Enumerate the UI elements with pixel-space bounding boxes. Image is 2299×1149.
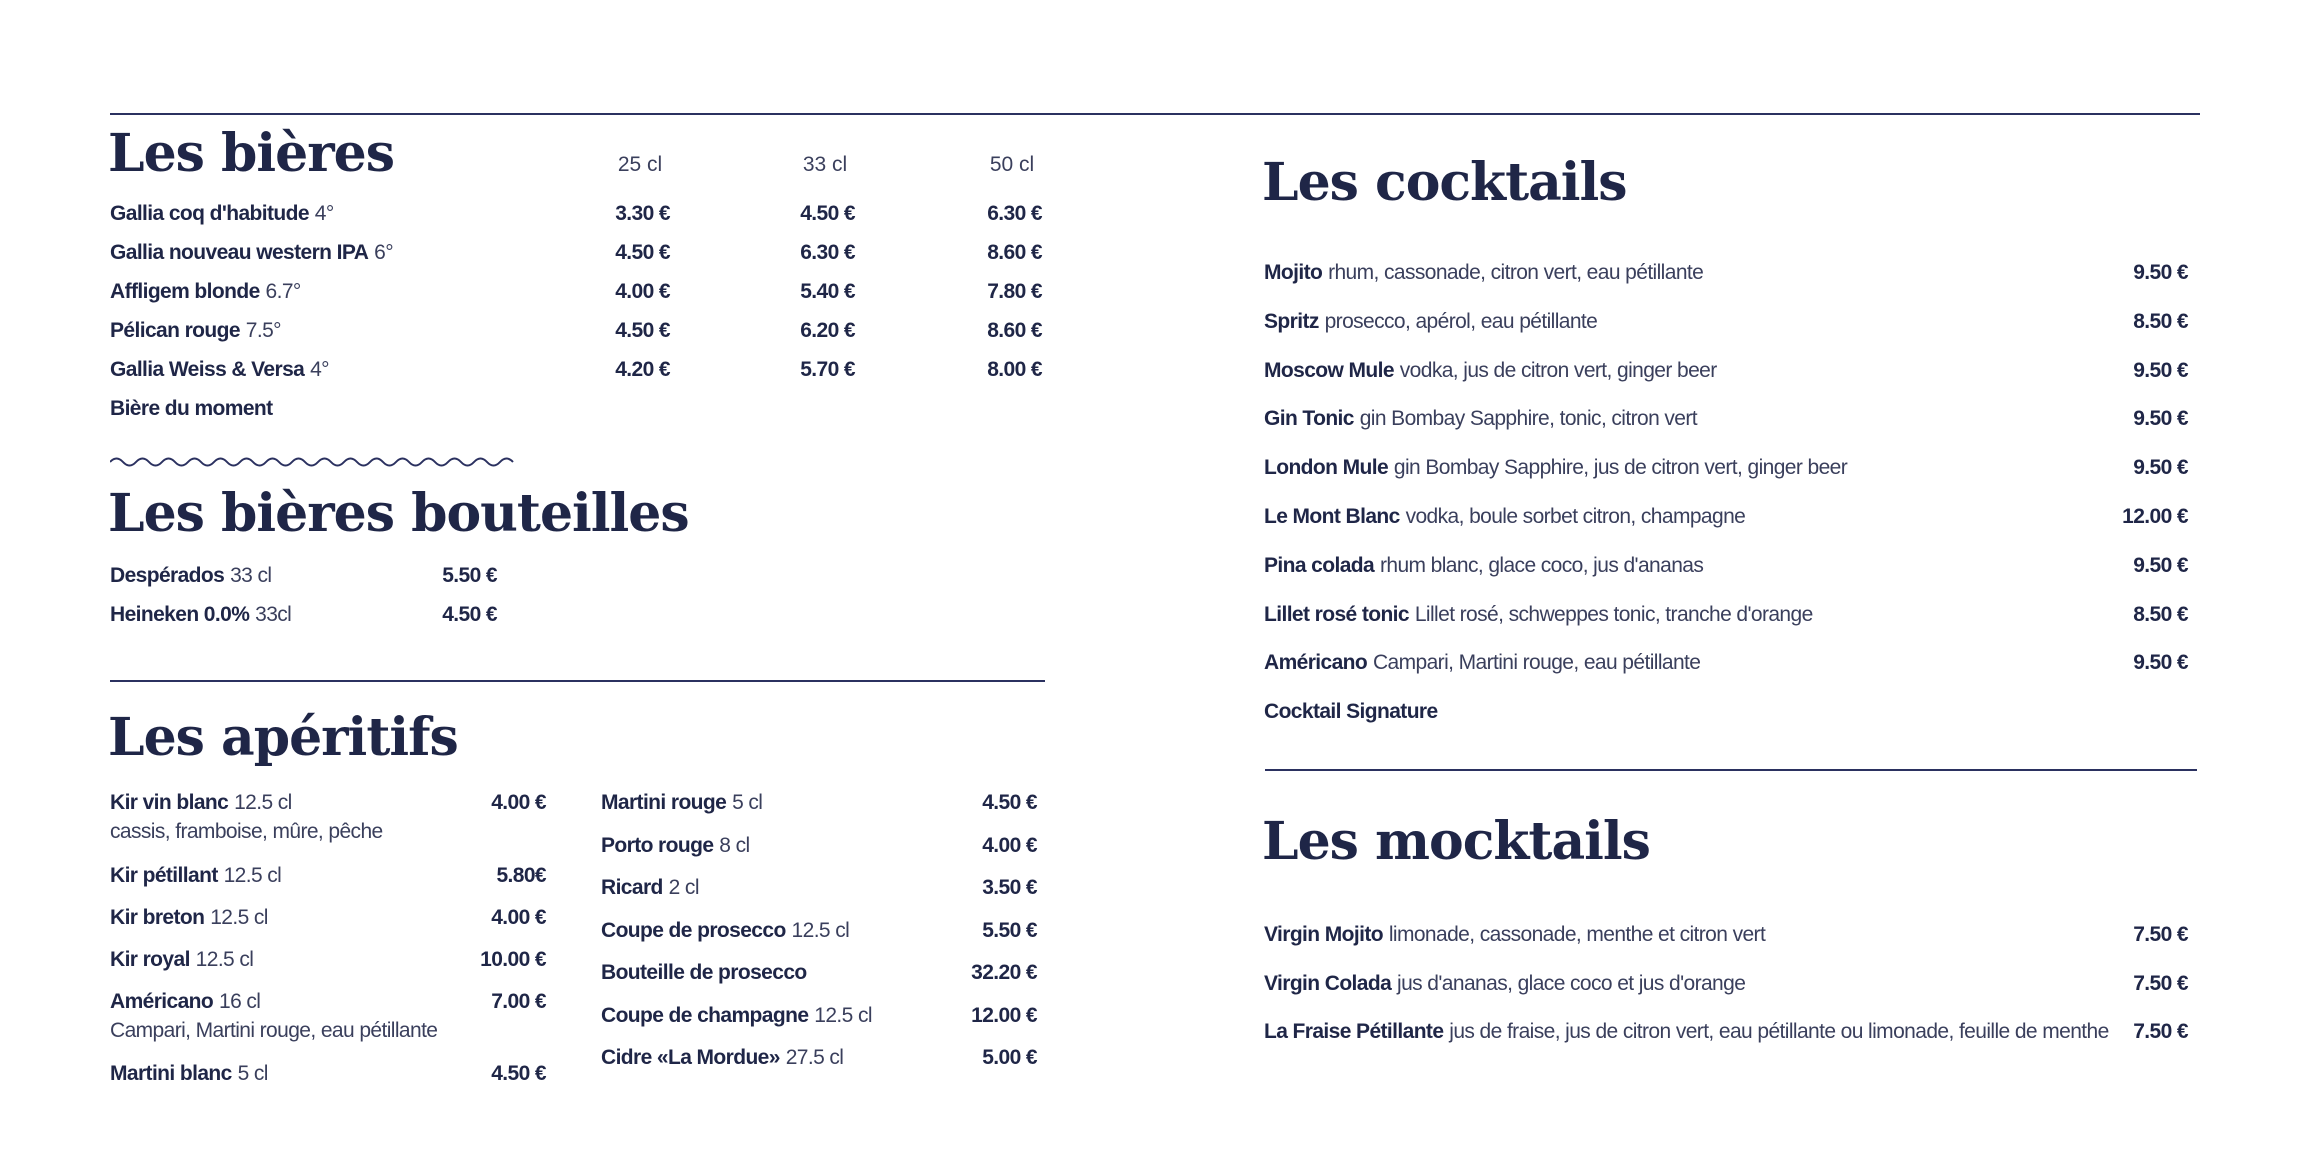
- item-row: [110, 604, 291, 625]
- item-detail: vodka, boule sorbet citron, champagne: [1405, 505, 1746, 528]
- item-detail: jus d'ananas, glace coco et jus d'orange: [1397, 971, 1746, 995]
- item-row: [1264, 311, 1597, 332]
- item-detail: 7.5°: [245, 319, 281, 342]
- item-detail: 12.5 cl: [210, 906, 268, 929]
- item-row: [601, 1005, 872, 1026]
- item-detail: 4°: [314, 202, 334, 225]
- item-price: 8.60 €: [987, 241, 1042, 264]
- aperitifs-rule: [110, 680, 1045, 682]
- item-detail: 33 cl: [230, 564, 272, 587]
- item-row: [601, 877, 699, 898]
- item-price: 3.50 €: [982, 876, 1037, 899]
- item-price: 8.50 €: [2133, 309, 2188, 333]
- item-price: 4.20 €: [615, 358, 670, 381]
- item-price: 9.50 €: [2133, 407, 2188, 431]
- item-row: [1264, 652, 1700, 673]
- bottles-title: Les bières bouteilles: [108, 483, 689, 544]
- item-price: 5.00 €: [982, 1046, 1037, 1069]
- item-name: Pélican rouge: [110, 319, 240, 342]
- item-name: Bouteille de prosecco: [601, 961, 807, 984]
- item-detail: 12.5 cl: [791, 918, 850, 942]
- item-detail: 12.5 cl: [223, 864, 282, 887]
- item-detail: prosecco, apérol, eau pétillante: [1324, 309, 1598, 333]
- item-row: [1264, 408, 1697, 429]
- item-name: Ricard: [601, 876, 663, 899]
- item-detail: rhum, cassonade, citron vert, eau pétillante: [1328, 261, 1704, 284]
- item-price: 5.40 €: [800, 280, 855, 303]
- item-price: 6.30 €: [800, 241, 855, 264]
- item-name: Bière du moment: [110, 397, 273, 420]
- item-name: Gin Tonic: [1264, 407, 1354, 431]
- item-detail: 2 cl: [668, 876, 699, 899]
- top-rule-right: [1155, 113, 2200, 115]
- item-row: [601, 792, 762, 813]
- item-name: La Fraise Pétillante: [1264, 1020, 1444, 1043]
- item-price: 10.00 €: [480, 948, 546, 971]
- cocktails-title: Les cocktails: [1262, 152, 1627, 213]
- item-name: Cocktail Signature: [1264, 700, 1438, 724]
- item-detail: gin Bombay Sapphire, jus de citron vert, ginger beer: [1393, 456, 1848, 480]
- item-row: [601, 1047, 843, 1068]
- item-name: Heineken 0.0%: [110, 603, 250, 626]
- item-price: 4.50 €: [800, 202, 855, 225]
- item-detail: gin Bombay Sapphire, tonic, citron vert: [1359, 407, 1698, 431]
- item-row: [1264, 924, 1765, 945]
- item-price: 9.50 €: [2133, 261, 2188, 284]
- item-price: 6.20 €: [800, 319, 855, 342]
- mocktails-rule: [1265, 769, 2197, 771]
- item-detail: Lillet rosé, schweppes tonic, tranche d'orange: [1414, 602, 1813, 626]
- top-rule-left: [110, 113, 1155, 115]
- item-subline: cassis, framboise, mûre, pêche: [110, 820, 383, 843]
- item-detail: 5 cl: [732, 791, 763, 814]
- item-detail: limonade, cassonade, menthe et citron vert: [1388, 923, 1766, 946]
- item-price: 7.00 €: [491, 990, 546, 1013]
- item-detail: 12.5 cl: [234, 791, 292, 814]
- beer-size-header: 33 cl: [802, 153, 848, 176]
- item-detail: 5 cl: [237, 1062, 268, 1085]
- item-name: Coupe de prosecco: [601, 918, 786, 942]
- item-detail: rhum blanc, glace coco, jus d'ananas: [1379, 553, 1704, 577]
- item-name: Martini rouge: [601, 791, 727, 814]
- item-name: Gallia Weiss & Versa: [110, 358, 305, 381]
- item-price: 7.80 €: [987, 280, 1042, 303]
- item-price: 4.50 €: [442, 603, 497, 626]
- item-price: 12.00 €: [971, 1003, 1037, 1027]
- item-name: Kir vin blanc: [110, 791, 229, 814]
- item-row: [1264, 604, 1813, 625]
- item-price: 7.50 €: [2133, 971, 2188, 995]
- item-detail: 12.5 cl: [195, 948, 254, 971]
- item-price: 4.50 €: [615, 241, 670, 264]
- item-name: Kir royal: [110, 948, 190, 971]
- item-price: 4.50 €: [615, 319, 670, 342]
- item-row: [110, 865, 281, 886]
- item-name: Affligem blonde: [110, 280, 260, 303]
- item-row: [601, 835, 750, 856]
- item-detail: 33cl: [255, 603, 292, 626]
- item-price: 32.20 €: [971, 961, 1037, 984]
- item-price: 7.50 €: [2133, 923, 2188, 946]
- item-name: Américano: [1264, 651, 1368, 675]
- item-price: 9.50 €: [2133, 651, 2188, 675]
- item-detail: 6.7°: [265, 280, 301, 303]
- item-price: 9.50 €: [2133, 358, 2188, 382]
- item-price: 4.50 €: [491, 1062, 546, 1085]
- wavy-divider: [110, 455, 514, 469]
- item-name: Coupe de champagne: [601, 1003, 809, 1027]
- item-price: 4.00 €: [615, 280, 670, 303]
- item-detail: 8 cl: [719, 833, 750, 857]
- item-row: [1264, 973, 1745, 994]
- item-price: 9.50 €: [2133, 456, 2188, 480]
- item-row: [1264, 701, 1438, 722]
- item-name: Américano: [110, 990, 214, 1013]
- mocktails-title: Les mocktails: [1262, 811, 1650, 872]
- item-name: Spritz: [1264, 309, 1319, 333]
- item-name: Cidre «La Mordue»: [601, 1046, 780, 1069]
- item-row: [110, 792, 292, 813]
- item-row: [1264, 457, 1847, 478]
- item-name: Kir breton: [110, 906, 205, 929]
- item-subline: Campari, Martini rouge, eau pétillante: [110, 1019, 438, 1042]
- item-row: [110, 949, 253, 970]
- item-price: 6.30 €: [987, 202, 1042, 225]
- item-name: Martini blanc: [110, 1062, 232, 1085]
- item-name: Virgin Colada: [1264, 971, 1392, 995]
- item-row: [110, 203, 334, 224]
- item-row: [110, 1063, 268, 1084]
- item-row: [1264, 360, 1717, 381]
- item-detail: 12.5 cl: [814, 1003, 872, 1027]
- item-row: [110, 320, 281, 341]
- item-price: 4.00 €: [491, 906, 546, 929]
- item-price: 8.50 €: [2133, 602, 2188, 626]
- item-row: [1264, 1021, 2109, 1042]
- item-detail: 6°: [374, 241, 393, 264]
- item-row: [1264, 506, 1745, 527]
- item-price: 4.00 €: [982, 833, 1037, 857]
- item-detail: 4°: [310, 358, 329, 381]
- item-name: Le Mont Blanc: [1264, 505, 1400, 528]
- aperitifs-title: Les apéritifs: [108, 707, 458, 768]
- item-price: 8.00 €: [987, 358, 1042, 381]
- beers-title: Les bières: [108, 123, 394, 184]
- beer-size-header: 50 cl: [989, 153, 1035, 176]
- item-name: Lillet rosé tonic: [1264, 602, 1409, 626]
- item-price: 4.00 €: [491, 791, 546, 814]
- beer-size-header: 25 cl: [617, 153, 663, 176]
- item-name: London Mule: [1264, 456, 1389, 480]
- item-price: 9.50 €: [2133, 553, 2188, 577]
- item-name: Despérados: [110, 564, 225, 587]
- item-row: [601, 962, 807, 983]
- item-name: Kir pétillant: [110, 864, 218, 887]
- item-row: [110, 359, 329, 380]
- item-detail: jus de fraise, jus de citron vert, eau pétillante ou limonade, feuille de menthe: [1449, 1020, 2109, 1043]
- item-row: [1264, 262, 1703, 283]
- item-row: [1264, 555, 1703, 576]
- item-row: [110, 907, 268, 928]
- item-name: Porto rouge: [601, 833, 714, 857]
- item-name: Gallia nouveau western IPA: [110, 241, 369, 264]
- item-price: 4.50 €: [982, 791, 1037, 814]
- item-name: Moscow Mule: [1264, 358, 1394, 382]
- item-name: Mojito: [1264, 261, 1323, 284]
- item-name: Pina colada: [1264, 553, 1375, 577]
- item-price: 3.30 €: [615, 202, 670, 225]
- item-row: [110, 281, 301, 302]
- item-row: [110, 565, 271, 586]
- item-detail: vodka, jus de citron vert, ginger beer: [1399, 358, 1717, 382]
- item-price: 12.00 €: [2122, 505, 2188, 528]
- item-detail: 27.5 cl: [785, 1046, 844, 1069]
- item-row: [110, 398, 273, 419]
- item-price: 5.80€: [496, 864, 546, 887]
- item-row: [110, 242, 393, 263]
- item-row: [601, 920, 849, 941]
- item-price: 7.50 €: [2133, 1020, 2188, 1043]
- item-price: 5.50 €: [982, 918, 1037, 942]
- item-detail: Campari, Martini rouge, eau pétillante: [1372, 651, 1701, 675]
- item-price: 8.60 €: [987, 319, 1042, 342]
- item-price: 5.50 €: [442, 564, 497, 587]
- item-name: Gallia coq d'habitude: [110, 202, 309, 225]
- item-price: 5.70 €: [800, 358, 855, 381]
- item-detail: 16 cl: [218, 990, 261, 1013]
- item-row: [110, 991, 260, 1012]
- item-name: Virgin Mojito: [1264, 923, 1383, 946]
